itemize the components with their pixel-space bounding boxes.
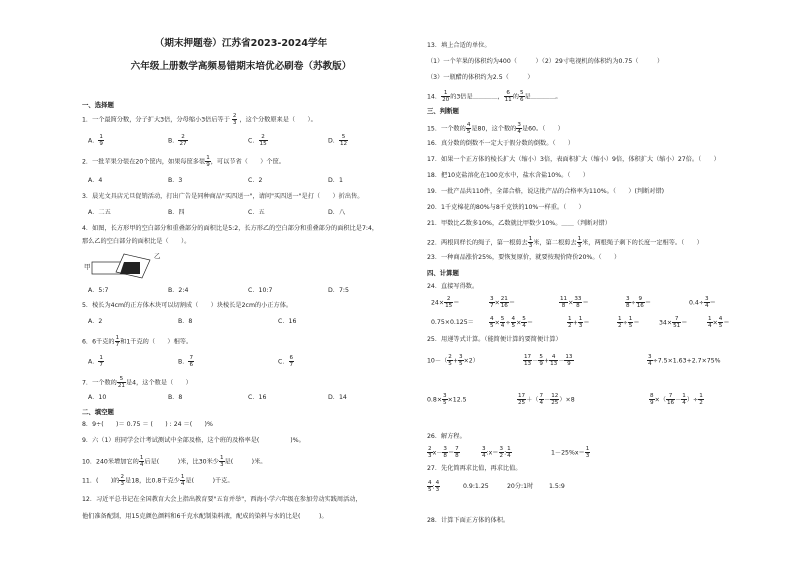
q25-item-3: $\frac{3}{4}$ ÷7.5×1.63+2.7×75% (648, 354, 721, 367)
section-fill: 二、填空题 (82, 408, 114, 416)
q3-option-a: A．二五 (88, 209, 111, 216)
q2-option-a: A．4 (88, 177, 103, 184)
title-line-1: （期末押题卷）江苏省2023-2024学年 (154, 38, 328, 49)
question-13-part-b: （3）一瓶醋的体积约为2.5（ ） (427, 74, 534, 81)
q25-item-2: $\frac{17}{13}$ － $\frac{5}{9}$ + $\frac{4}{13}$ － $\frac{13}{9}$ (524, 354, 573, 367)
q2-option-d: D．1 (328, 177, 343, 184)
q2-option-c: C．2 (248, 177, 263, 184)
q25-item-1: 10－（ $\frac{2}{5}$ + $\frac{3}{5}$ ×2） (427, 354, 479, 367)
q2-option-b: B．3 (168, 177, 183, 184)
question-10: 10．240米增加它的 $\frac{1}{4}$ 后是( )米，比30米少 $\frac{1}{3}$ 是( )米。 (82, 455, 267, 468)
q5-option-b: B．8 (178, 318, 193, 325)
q24-item-10: 34× $\frac{7}{51}$ ＝ (659, 316, 688, 329)
q25-item-4: 0.8× $\frac{3}{5}$ ×12.5 (427, 393, 467, 406)
q7-option-d: D．14 (328, 394, 347, 401)
question-12-line-2: 他们准备配制，用15克颜色颜料和6千克水配制染料液，配成的染料与水的比是( )。 (82, 513, 328, 520)
question-24: 24．直接写得数。 (427, 283, 479, 290)
question-15: 15．一个数的 $\frac{4}{5}$ 是80，这个数的 $\frac{3}{4}$ 是60。（ ） (427, 122, 564, 135)
q4-option-a: A．5:7 (88, 287, 109, 294)
q25-item-6: $\frac{8}{9}$ ×（ $\frac{7}{16}$ － $\frac{1}{4}$ ）÷ $\frac{1}{2}$ (650, 393, 703, 406)
question-20: 20．1千克棉花的80%与8千克铁的10%一样重。（ ） (427, 204, 585, 211)
q4-option-d: D．7:5 (328, 287, 349, 294)
question-3: 3．晨光文具店元旦促销活动，打出广告是同种商品"买四送一"，请问"买四送一"是打（ ）折出售。 (82, 193, 364, 200)
question-12-line-1: 12．习近平总书记在全国教育大会上指出教育要"五育并举"，西海小学六年级在参加劳动实践周活动， (82, 496, 362, 503)
question-4-line-1: 4．如图，长方形甲的空白部分和重叠部分的面积比是5:2，长方形乙的空白部分和重叠部分的面积比是7:4， (82, 225, 379, 232)
section-choice: 一、选择题 (82, 101, 114, 109)
q3-option-d: D．八 (328, 209, 346, 216)
q24-item-8: $\frac{1}{2}$ + $\frac{1}{3}$ ＝ (568, 316, 590, 329)
question-17: 17．如果一个正方体的棱长扩大（缩小）3倍，表面积扩大（缩小）9倍，体积扩大（缩小）27倍。（ ） (427, 156, 720, 163)
question-6: 6．6千克的 $\frac{1}{7}$ 和1千克的（ ）相等。 (82, 335, 193, 348)
question-27: 27．先化简再求比值，再求比值。 (427, 465, 522, 472)
q24-item-1: 24× $\frac{2}{15}$ ＝ (431, 296, 460, 309)
question-16: 16．真分数的倒数不一定大于假分数的倒数。（ ） (427, 140, 575, 147)
q6-option-c: C． $\frac{6}{7}$ (278, 355, 294, 368)
q26-item-3: 1－25%x＝ $\frac{1}{3}$ (551, 446, 590, 459)
question-26: 26．解方程。 (427, 433, 466, 440)
q7-option-c: C．16 (248, 394, 267, 401)
question-5: 5．棱长为4cm的正方体木块可以切割成（ ）块棱长是2cm的小正方体。 (82, 302, 293, 309)
question-21: 21．甲数比乙数多10%，乙数就比甲数少10%。＿＿（判断对错） (427, 220, 611, 227)
q7-option-b: B．8 (168, 394, 183, 401)
q24-item-6: 0.75×0.125＝ (431, 319, 474, 326)
question-25: 25．用递等式计算。（能简便计算的要简便计算） (427, 336, 562, 343)
fig-label-yi: 乙 (154, 252, 161, 260)
question-9: 9．六（1）班同学会计考试测试中全部及格，这个班的及格率是( )%。 (82, 437, 305, 444)
q1-option-c: C． $\frac{2}{15}$ (248, 134, 267, 147)
question-2: 2．一批苹果分装在20个筐内，如果每筐多装 $\frac{1}{9}$ ，可以节省（ ）个筐。 (82, 155, 285, 168)
question-28: 28．计算下面正方体的体积。 (427, 517, 510, 524)
q1-option-a: A． $\frac{1}{9}$ (88, 134, 103, 147)
question-11: 11．( )的 $\frac{2}{3}$ 是18，比0.8千克少 $\frac{1}{4}$ 是( )千克。 (82, 474, 234, 487)
fig-label-jia: 甲 (84, 263, 91, 271)
question-23: 23．一种商品涨价25%，要恢复原价，就要按现价降价20%。（ ） (427, 254, 621, 261)
q3-option-b: B．四 (168, 209, 185, 216)
title-line-2: 六年级上册数学高频易错期末培优必刷卷（苏教版） (130, 61, 352, 72)
q27-item-4: 1.5:9 (549, 483, 565, 490)
q24-item-11: $\frac{1}{4}$ × $\frac{4}{5}$ ＝ (708, 316, 730, 329)
q25-item-5: $\frac{17}{25}$ ＋（ $\frac{7}{4}$ － $\frac{12}{25}$ ）×8 (518, 393, 575, 406)
q3-option-c: C．五 (248, 209, 265, 216)
q24-item-5: 0.4÷ $\frac{3}{4}$ ＝ (689, 296, 716, 309)
q6-option-a: A． $\frac{1}{7}$ (88, 355, 103, 368)
question-22: 22．两根同样长的绳子，第一根剪去 $\frac{1}{3}$ 米，第二根剪去 $\frac{1}{3}$ 米，两根绳子剩下的长度一定相等。（ ） (427, 236, 703, 249)
q26-item-2: $\frac{3}{4}$ :x＝ $\frac{3}{2}$ : $\frac{1}{4}$ (482, 446, 511, 459)
q24-item-3: $\frac{11}{8}$ × $\frac{33}{8}$ ＝ (560, 296, 589, 309)
q24-item-9: $\frac{1}{2}$ ÷ $\frac{1}{5}$ ＝ (618, 316, 640, 329)
question-13: 13．填上合适的单位。 (427, 42, 491, 49)
section-calc: 四、计算题 (427, 269, 459, 277)
question-7: 7．一个数的 $\frac{5}{21}$ 是4，这个数是（ ） (82, 376, 192, 389)
q1-option-d: D． $\frac{5}{12}$ (328, 134, 348, 147)
question-4-line-2: 那么乙的空白部分的面积比是（ ）。 (82, 238, 191, 245)
q24-item-7: $\frac{4}{5}$ × $\frac{5}{4}$ ÷ $\frac{4}{5}$ × $\frac{5}{4}$ ＝ (490, 316, 533, 329)
section-judge: 三、判断题 (427, 107, 459, 115)
q27-item-2: 0.9:1.25 (463, 483, 489, 490)
q24-item-4: $\frac{3}{8}$ ÷ $\frac{9}{16}$ ＝ (626, 296, 652, 309)
question-19: 19．一批产品共110件，全部合格，说这批产品的合格率为110%。（ ）(判断对错) (427, 188, 665, 195)
question-8: 8．9÷( )＝ 0.75 ＝ ( ) : 24 ＝( )% (82, 421, 213, 428)
q6-option-b: B． $\frac{7}{6}$ (178, 355, 193, 368)
q27-item-3: 20分:1时 (507, 483, 534, 490)
q4-option-c: C．10:7 (248, 287, 273, 294)
q24-item-2: $\frac{3}{7}$ × $\frac{21}{16}$ ＝ (490, 296, 516, 309)
q7-option-a: A．10 (88, 394, 107, 401)
q26-item-1: $\frac{2}{3}$ x－ $\frac{3}{8}$ ＝ $\frac{7}{8}$ (428, 446, 459, 459)
q5-option-c: C．16 (278, 318, 297, 325)
overlap-rectangles-figure (84, 250, 174, 284)
question-13-part-a: （1）一个苹果的体积约为400（ ）（2）29寸电视机的体积约为0.75（ ） (427, 58, 664, 65)
q27-item-1: $\frac{4}{5}$ : $\frac{4}{3}$ (428, 480, 440, 493)
question-18: 18．把10克盐溶化在100克水中，盐水含盐10%。（ ） (427, 172, 589, 179)
q1-option-b: B． $\frac{2}{27}$ (168, 134, 187, 147)
fraction: $\frac{2}{3}$ (232, 113, 237, 126)
q4-option-b: B．2:4 (168, 287, 189, 294)
question-14: 14． $\frac{1}{20}$ 的3倍是＿＿＿＿， $\frac{6}{11}$ 的 $\frac{5}{6}$ 是＿＿＿＿。 (427, 90, 562, 103)
question-1: 1．一个最简分数，分子扩大3倍，分母缩小3倍后等于 $\frac{2}{3}$ ，这个分数原来是（ ）。 (82, 113, 317, 126)
q5-option-a: A．2 (88, 318, 103, 325)
